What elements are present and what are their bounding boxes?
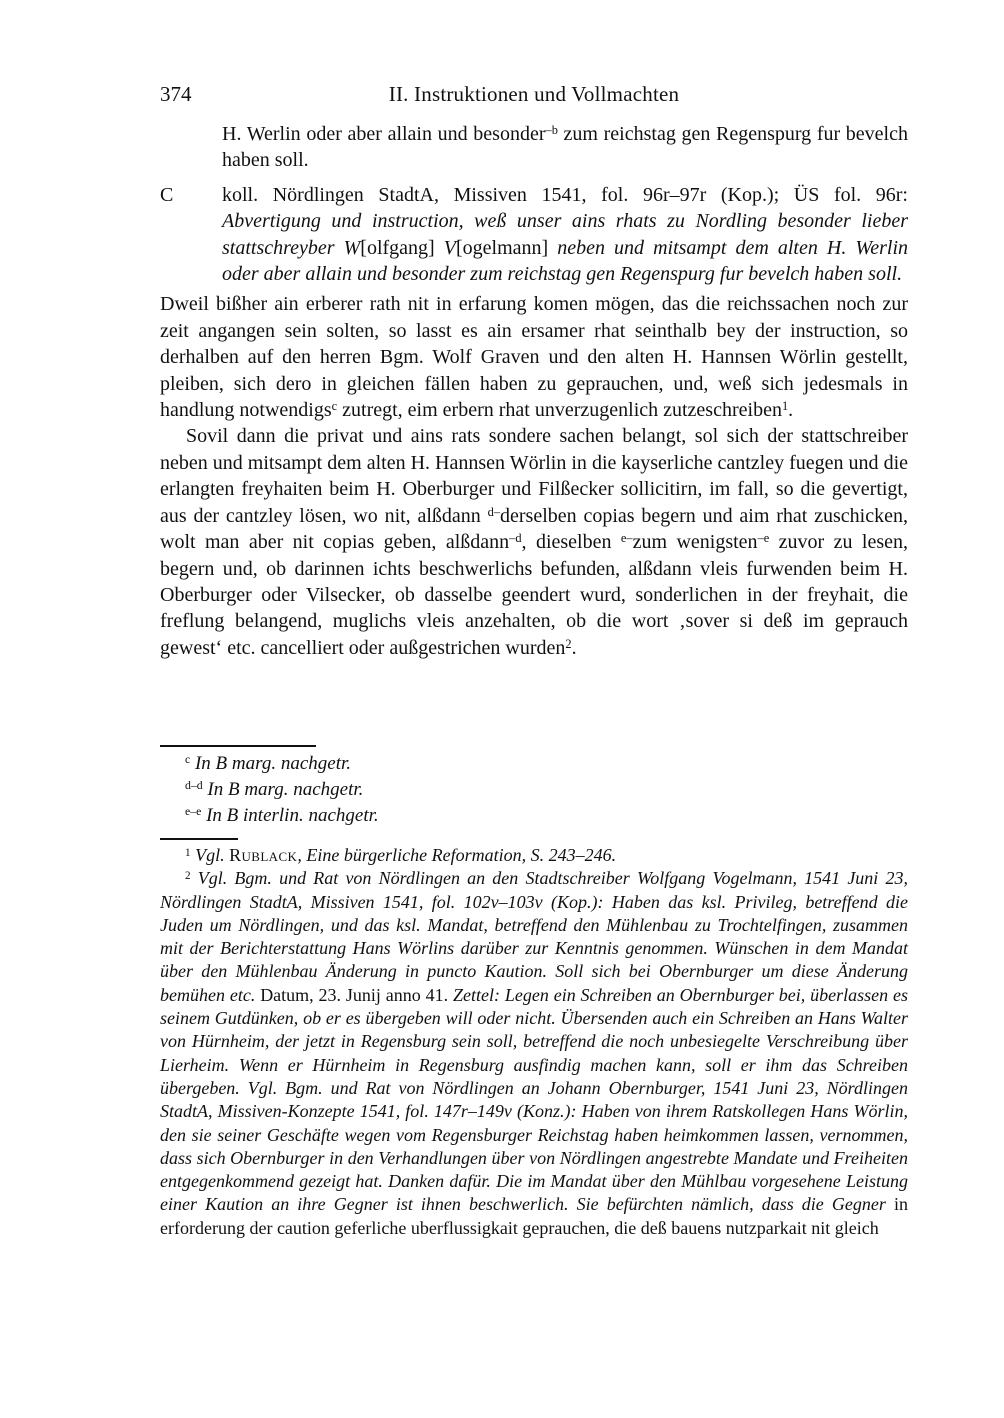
apparatus-entry-d: $^{d-d}$ In B marg. nachgetr. <box>185 779 364 800</box>
apparatus-entry-c: $^c$ In B marg. nachgetr. <box>185 753 352 774</box>
apparatus-block <box>160 751 908 829</box>
footnote-divider-rule <box>160 838 238 840</box>
apparatus-divider-rule <box>160 745 316 747</box>
collation-siglum: C <box>160 183 174 206</box>
apparatus-entry-e: $^{e-e}$ In B interlin. nachgetr. <box>185 805 379 826</box>
footnotes-block <box>160 844 908 1240</box>
variant-heading: H. Werlin oder aber allain und besonder$^{-b}$ zum reichstag gen Regenspurg fur bevelch haben soll. <box>222 123 908 172</box>
running-head: II. Instruktionen und Vollmachten <box>388 82 680 106</box>
collation-entry <box>160 182 908 288</box>
body-paragraph-2: Sovil dann die privat und ains rats sondere sachen belangt, sol sich der stattschreiber neben und mitsampt dem alten H. Hannsen Wörlin in die kayserliche cantzley fuegen und die erlangten freyhaiten beim H. Oberburger und Filßecker sollicitirn, im fall, so die gevertigt, aus der cantzley lösen, wo nit, alßdann $^{d-}$derselben copias begern und aim rhat zuschicken, wolt man aber nit copias geben, alßdann$^{-d}$, dieselben $^{e-}$zum wenigsten$^{-e}$ zuvor zu lesen, begern und, ob darinnen ichts beschwerlichs befunden, alßdann vleis furwenden beim H. Oberburger oder Vilsecker, ob dasselbe geendert wurd, sonderlichen in der freyhait, die freflung belangend, muglichs vleis anzehalten, ob die wort ‚sover si deß im geprauch gewest‘ etc. cancelliert oder außgestrichen wurden$^2$. <box>160 425 909 659</box>
body-paragraph-1: Dweil bißher ain erberer rath nit in erfarung komen mögen, das die reichssachen noch zur zeit angangen sein solten, so lasst es ain ersamer rhat seinthalb bey der instruction, so derhalben auf den herren Bgm. Wolf Graven und den alten H. Hannsen Wörlin gestellt, pleiben, sich dero in gleichen fällen haben zu geprauchen, und, weß sich jedesmals in handlung notwendigs$^c$ zutregt, eim erbern rhat unverzugenlich zutzeschreiben$^1$. <box>160 293 908 422</box>
collation-text: koll. Nördlingen StadtA, Missiven 1541, fol. 96r–97r (Kop.); ÜS fol. 96r: Abvertigung und instruction, weß unser ains rhats zu Nordling besonder lieber stattschreyber W[olfgang] V[ogelmann] neben und mitsampt dem alten H. Werlin oder aber allain und besonder zum reichstag gen Regenspurg fur bevelch haben soll. <box>222 183 909 286</box>
footnote-2: $^2$ Vgl. Bgm. und Rat von Nördlingen an den Stadtschreiber Wolfgang Vogelmann, 1541 Juni 23, Nördlingen StadtA, Missiven 1541, fol. 102v–103v (Kop.): Haben das ksl. Privileg, betreffend die Juden um Nördlingen, und das ksl. Mandat, betreffend den Mühlenbau zu Trochtelfingen, zusammen mit der Berichterstattung Hans Wörlins darüber zur Kenntnis genommen. Wünschen in dem Mandat über den Mühlenbau Änderung in puncto Kaution. Soll sich bei Obernburger um diese Änderung bemühen etc. Datum, 23. Junij anno 41. Zettel: Legen ein Schreiben an Obernburger bei, überlassen es seinem Gutdünken, ob er es übergeben will oder nicht. Übersenden auch ein Schreiben an Hans Walter von Hürnheim, der jetzt in Regensburg sein soll, betreffend die noch unbesiegelte Verschreibung über Lierheim. Wenn er Hürnheim in Regensburg ausfindig machen kann, soll er ihm das Schreiben übergeben. Vgl. Bgm. und Rat von Nördlingen an Johann Obernburger, 1541 Juni 23, Nördlingen StadtA, Missiven-Konzepte 1541, fol. 147r–149v (Konz.): Haben von ihrem Ratskollegen Hans Wörlin, den sie seiner Geschäfte wegen vom Regensburger Reichstag haben heimkommen lassen, vernommen, dass sich Obernburger in den Verhandlungen über von Nördlingen angestrebte Mandate und Freiheiten entgegenkommend gezeigt hat. Danken dafür. Die im Mandat über den Mühlbau vorgesehene Leistung einer Kaution an ihre Gegner ist ihnen beschwerlich. Sie befürchten nämlich, dass die Gegner in erforderung der caution geferliche uberflussigkait geprauchen, die deß bauens nutzparkait nit gleich <box>160 868 908 1238</box>
running-head-row <box>160 82 908 110</box>
footnote-1: $^1$ Vgl. Rublack, Eine bürgerliche Reformation, S. 243–246. <box>185 845 617 865</box>
main-text-block <box>160 121 908 661</box>
page-number: 374 <box>160 82 192 106</box>
